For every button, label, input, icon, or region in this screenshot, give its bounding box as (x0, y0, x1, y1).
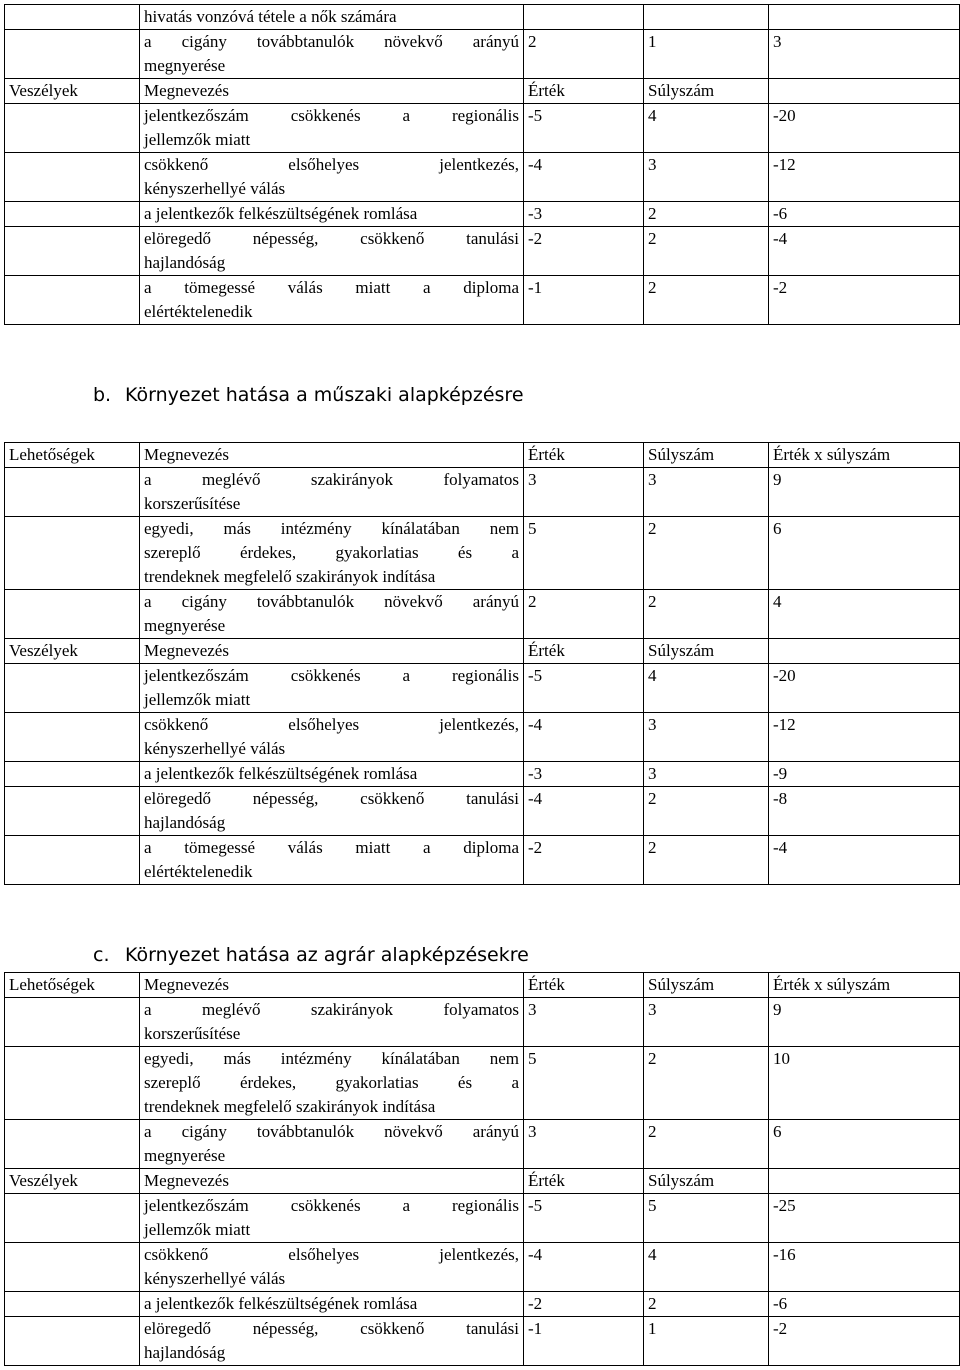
value-cell: -5 (524, 1194, 644, 1243)
category-cell (5, 1194, 140, 1243)
value-cell: -2 (524, 836, 644, 885)
product-cell: -20 (769, 664, 960, 713)
table-row (5, 30, 960, 79)
weight-cell: 1 (644, 30, 769, 79)
category-cell (5, 762, 140, 787)
description-line: trendeknek megfelelő szakirányok indítása (144, 1097, 436, 1116)
table-row (5, 443, 960, 468)
weight-cell: 2 (644, 1120, 769, 1169)
value-cell: Érték (524, 639, 644, 664)
table-row (5, 590, 960, 639)
product-cell: 9 (769, 468, 960, 517)
table-row (5, 517, 960, 590)
product-cell: -2 (769, 1317, 960, 1366)
table-row (5, 1243, 960, 1292)
category-cell (5, 1292, 140, 1317)
description-cell (140, 664, 524, 713)
description-line: kényszerhellyé válás (144, 739, 286, 758)
description-cell (140, 836, 524, 885)
product-cell: -20 (769, 104, 960, 153)
product-cell: -6 (769, 1292, 960, 1317)
description-cell (140, 1317, 524, 1366)
description-line: Megnevezés (144, 975, 229, 994)
section-b-letter: b. (93, 384, 112, 406)
category-cell (5, 713, 140, 762)
description-line: kényszerhellyé válás (144, 179, 286, 198)
product-cell: -6 (769, 202, 960, 227)
description-line: elöregedő népesség, csökkenő tanulási (144, 229, 519, 248)
category-cell (5, 664, 140, 713)
description-line: megnyerése (144, 616, 226, 635)
description-cell (140, 517, 524, 590)
description-line: Megnevezés (144, 1171, 229, 1190)
description-cell (140, 762, 524, 787)
weight-cell: 2 (644, 787, 769, 836)
table-row (5, 762, 960, 787)
description-line: a jelentkezők felkészültségének romlása (144, 204, 418, 223)
section-b-heading (93, 384, 524, 406)
product-cell (769, 5, 960, 30)
weight-cell: 2 (644, 590, 769, 639)
category-cell (5, 5, 140, 30)
weight-cell: 3 (644, 153, 769, 202)
value-cell: Érték (524, 79, 644, 104)
weight-cell: Súlyszám (644, 639, 769, 664)
description-line: hivatás vonzóvá tétele a nők számára (144, 7, 397, 26)
description-line: Megnevezés (144, 445, 229, 464)
weight-cell: Súlyszám (644, 443, 769, 468)
description-cell (140, 153, 524, 202)
weight-cell: 2 (644, 1292, 769, 1317)
description-line: csökkenő elsőhelyes jelentkezés, (144, 155, 519, 174)
value-cell: Érték (524, 973, 644, 998)
category-cell (5, 202, 140, 227)
weight-cell: Súlyszám (644, 973, 769, 998)
product-cell: 6 (769, 517, 960, 590)
description-line: korszerűsítése (144, 1024, 241, 1043)
value-cell: -1 (524, 1317, 644, 1366)
value-cell: -2 (524, 1292, 644, 1317)
product-cell: -4 (769, 227, 960, 276)
product-cell: 10 (769, 1047, 960, 1120)
category-cell (5, 998, 140, 1047)
value-cell: 2 (524, 590, 644, 639)
description-cell (140, 998, 524, 1047)
description-line: a cigány továbbtanulók növekvő arányú (144, 592, 519, 611)
description-line: elértéktelenedik (144, 862, 253, 881)
category-cell (5, 1120, 140, 1169)
weight-cell: 2 (644, 517, 769, 590)
description-line: szereplő érdekes, gyakorlatias és a (144, 1073, 519, 1092)
table-row (5, 1047, 960, 1120)
weight-cell: 2 (644, 836, 769, 885)
weight-cell: 2 (644, 227, 769, 276)
description-line: Megnevezés (144, 81, 229, 100)
description-line: hajlandóság (144, 253, 226, 272)
weight-cell: 2 (644, 1047, 769, 1120)
value-cell: -2 (524, 227, 644, 276)
weight-cell: 3 (644, 468, 769, 517)
table-b (4, 442, 960, 885)
table-row (5, 227, 960, 276)
category-cell (5, 787, 140, 836)
table-c (4, 972, 960, 1366)
category-cell: Veszélyek (5, 1169, 140, 1194)
category-cell (5, 517, 140, 590)
value-cell: 3 (524, 998, 644, 1047)
value-cell: -4 (524, 153, 644, 202)
description-cell (140, 468, 524, 517)
category-cell (5, 30, 140, 79)
product-cell: 3 (769, 30, 960, 79)
description-cell (140, 276, 524, 325)
product-cell: 6 (769, 1120, 960, 1169)
table-row (5, 468, 960, 517)
table-row (5, 998, 960, 1047)
table-row (5, 787, 960, 836)
product-cell (769, 639, 960, 664)
value-cell: -3 (524, 762, 644, 787)
description-line: a meglévő szakirányok folyamatos (144, 470, 519, 489)
value-cell: 5 (524, 517, 644, 590)
description-cell (140, 202, 524, 227)
description-line: a meglévő szakirányok folyamatos (144, 1000, 519, 1019)
table-row (5, 202, 960, 227)
table-row (5, 836, 960, 885)
table-row (5, 1194, 960, 1243)
section-c-title: Környezet hatása az agrár alapképzésekre (125, 944, 529, 966)
description-line: elöregedő népesség, csökkenő tanulási (144, 1319, 519, 1338)
description-line: megnyerése (144, 56, 226, 75)
category-cell (5, 153, 140, 202)
table-row (5, 664, 960, 713)
category-cell (5, 836, 140, 885)
section-b-title: Környezet hatása a műszaki alapképzésre (125, 384, 524, 406)
value-cell: -4 (524, 1243, 644, 1292)
weight-cell: 3 (644, 713, 769, 762)
category-cell: Veszélyek (5, 79, 140, 104)
value-cell: 3 (524, 1120, 644, 1169)
description-line: jelentkezőszám csökkenés a regionális (144, 1196, 519, 1215)
table-row (5, 973, 960, 998)
description-line: a tömegessé válás miatt a diploma (144, 278, 519, 297)
weight-cell (644, 5, 769, 30)
description-cell (140, 1292, 524, 1317)
description-cell (140, 1169, 524, 1194)
table-a (4, 4, 960, 325)
product-cell: 4 (769, 590, 960, 639)
weight-cell: Súlyszám (644, 1169, 769, 1194)
product-cell (769, 1169, 960, 1194)
description-line: hajlandóság (144, 1343, 226, 1362)
product-cell: -12 (769, 713, 960, 762)
category-cell (5, 468, 140, 517)
table-row (5, 5, 960, 30)
category-cell (5, 104, 140, 153)
description-line: a cigány továbbtanulók növekvő arányú (144, 1122, 519, 1141)
value-cell: 5 (524, 1047, 644, 1120)
value-cell: -4 (524, 787, 644, 836)
description-line: jellemzők miatt (144, 130, 251, 149)
description-line: a jelentkezők felkészültségének romlása (144, 764, 418, 783)
weight-cell: 4 (644, 1243, 769, 1292)
description-line: a cigány továbbtanulók növekvő arányú (144, 32, 519, 51)
product-cell: -8 (769, 787, 960, 836)
product-cell: -25 (769, 1194, 960, 1243)
description-line: egyedi, más intézmény kínálatában nem (144, 519, 519, 538)
table-row (5, 153, 960, 202)
product-cell: Érték x súlyszám (769, 443, 960, 468)
description-line: jelentkezőszám csökkenés a regionális (144, 106, 519, 125)
description-cell (140, 1243, 524, 1292)
section-c-heading (93, 944, 529, 966)
description-line: a tömegessé válás miatt a diploma (144, 838, 519, 857)
category-cell (5, 1243, 140, 1292)
description-line: trendeknek megfelelő szakirányok indítása (144, 567, 436, 586)
description-cell (140, 104, 524, 153)
value-cell: -1 (524, 276, 644, 325)
value-cell: 3 (524, 468, 644, 517)
weight-cell: 3 (644, 998, 769, 1047)
product-cell (769, 79, 960, 104)
product-cell: -2 (769, 276, 960, 325)
value-cell: 2 (524, 30, 644, 79)
weight-cell: 4 (644, 664, 769, 713)
category-cell (5, 1047, 140, 1120)
description-line: jellemzők miatt (144, 690, 251, 709)
description-line: egyedi, más intézmény kínálatában nem (144, 1049, 519, 1068)
description-line: szereplő érdekes, gyakorlatias és a (144, 543, 519, 562)
description-cell (140, 787, 524, 836)
weight-cell: 2 (644, 276, 769, 325)
product-cell: Érték x súlyszám (769, 973, 960, 998)
description-cell (140, 1047, 524, 1120)
description-cell (140, 1120, 524, 1169)
description-cell (140, 5, 524, 30)
value-cell: -5 (524, 104, 644, 153)
description-line: a jelentkezők felkészültségének romlása (144, 1294, 418, 1313)
description-cell (140, 1194, 524, 1243)
description-cell (140, 227, 524, 276)
weight-cell: 5 (644, 1194, 769, 1243)
product-cell: -16 (769, 1243, 960, 1292)
weight-cell: 4 (644, 104, 769, 153)
category-cell (5, 1317, 140, 1366)
table-row (5, 79, 960, 104)
value-cell: Érték (524, 1169, 644, 1194)
description-line: korszerűsítése (144, 494, 241, 513)
weight-cell: 3 (644, 762, 769, 787)
product-cell: 9 (769, 998, 960, 1047)
description-cell (140, 79, 524, 104)
description-cell (140, 973, 524, 998)
table-row (5, 276, 960, 325)
description-cell (140, 713, 524, 762)
description-line: megnyerése (144, 1146, 226, 1165)
description-line: hajlandóság (144, 813, 226, 832)
table-row (5, 104, 960, 153)
description-cell (140, 639, 524, 664)
category-cell: Veszélyek (5, 639, 140, 664)
description-cell (140, 443, 524, 468)
category-cell (5, 276, 140, 325)
table-row (5, 639, 960, 664)
section-c-letter: c. (93, 944, 110, 966)
description-line: Megnevezés (144, 641, 229, 660)
description-line: csökkenő elsőhelyes jelentkezés, (144, 715, 519, 734)
table-row (5, 1120, 960, 1169)
value-cell: -3 (524, 202, 644, 227)
description-line: kényszerhellyé válás (144, 1269, 286, 1288)
product-cell: -4 (769, 836, 960, 885)
description-line: jellemzők miatt (144, 1220, 251, 1239)
weight-cell: Súlyszám (644, 79, 769, 104)
category-cell (5, 590, 140, 639)
product-cell: -9 (769, 762, 960, 787)
weight-cell: 1 (644, 1317, 769, 1366)
description-line: csökkenő elsőhelyes jelentkezés, (144, 1245, 519, 1264)
weight-cell: 2 (644, 202, 769, 227)
category-cell (5, 227, 140, 276)
description-line: jelentkezőszám csökkenés a regionális (144, 666, 519, 685)
table-row (5, 713, 960, 762)
value-cell (524, 5, 644, 30)
description-line: elöregedő népesség, csökkenő tanulási (144, 789, 519, 808)
table-row (5, 1169, 960, 1194)
description-line: elértéktelenedik (144, 302, 253, 321)
description-cell (140, 590, 524, 639)
category-cell: Lehetőségek (5, 973, 140, 998)
value-cell: -4 (524, 713, 644, 762)
category-cell: Lehetőségek (5, 443, 140, 468)
value-cell: -5 (524, 664, 644, 713)
description-cell (140, 30, 524, 79)
value-cell: Érték (524, 443, 644, 468)
product-cell: -12 (769, 153, 960, 202)
table-row (5, 1317, 960, 1366)
table-row (5, 1292, 960, 1317)
